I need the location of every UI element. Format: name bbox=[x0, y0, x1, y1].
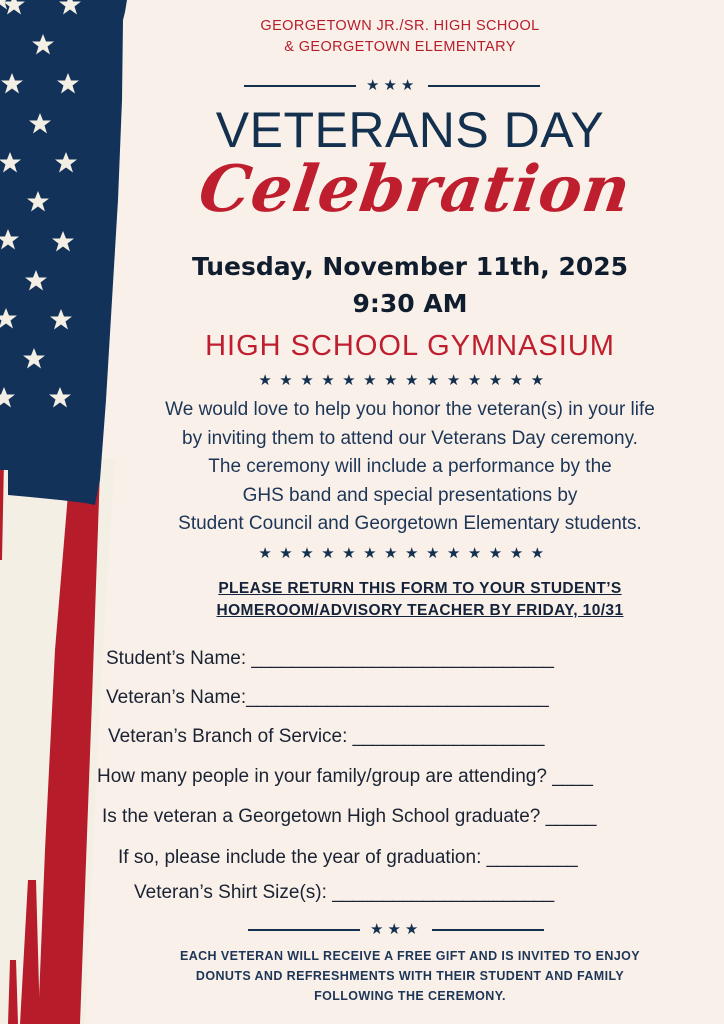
top-divider bbox=[244, 78, 540, 93]
event-time: 9:30 AM bbox=[352, 289, 468, 318]
return-notice bbox=[160, 578, 680, 622]
field-blank[interactable]: _________ bbox=[486, 847, 578, 868]
school-line-2: & GEORGETOWN ELEMENTARY bbox=[284, 39, 516, 55]
description bbox=[100, 396, 720, 539]
description-line: GHS band and special presentations by bbox=[242, 484, 578, 506]
description-line: We would love to help you honor the veteran(s) in your life bbox=[165, 399, 655, 420]
graduation-year-field[interactable] bbox=[118, 846, 577, 870]
bottom-divider bbox=[248, 922, 544, 937]
field-blank[interactable]: ___________________ bbox=[352, 726, 544, 747]
field-label: Veteran’s Shirt Size(s): bbox=[134, 882, 333, 903]
star-icon-group: ★★★ bbox=[370, 920, 423, 938]
veteran-name-field[interactable] bbox=[106, 686, 548, 710]
field-label: How many people in your family/group are attending? bbox=[97, 766, 553, 787]
notice-line-2: HOMEROOM/ADVISORY TEACHER BY FRIDAY, 10/31 bbox=[216, 602, 624, 619]
field-blank[interactable]: ______________________________ bbox=[251, 648, 554, 669]
description-line: by inviting them to attend our Veterans Day ceremony. bbox=[182, 427, 638, 449]
footer-note bbox=[130, 946, 690, 1006]
description-line: Student Council and Georgetown Elementary students. bbox=[178, 513, 642, 534]
star-row-icon: ★★★★★★★★★★★★★★ bbox=[258, 371, 552, 389]
description-line: The ceremony will include a performance by the bbox=[208, 456, 612, 477]
field-label: Veteran’s Branch of Service: bbox=[108, 726, 353, 747]
event-date: Tuesday, November 11th, 2025 bbox=[191, 252, 629, 281]
field-blank[interactable]: ______________________________ bbox=[246, 687, 549, 708]
field-blank[interactable]: _____ bbox=[545, 806, 596, 827]
school-line-1: GEORGETOWN JR./SR. HIGH SCHOOL bbox=[260, 18, 540, 34]
field-label: Veteran’s Name: bbox=[106, 687, 247, 708]
divider-line bbox=[248, 929, 360, 931]
star-row-icon: ★★★★★★★★★★★★★★ bbox=[258, 544, 552, 562]
star-icon-group: ★★★ bbox=[366, 76, 419, 94]
school-heading bbox=[200, 16, 600, 58]
footer-line-3: FOLLOWING THE CEREMONY. bbox=[314, 989, 506, 1003]
title-veterans-day: VETERANS DAY bbox=[215, 102, 605, 158]
field-label: Is the veteran a Georgetown High School graduate? bbox=[102, 806, 546, 827]
branch-of-service-field[interactable] bbox=[108, 725, 544, 749]
shirt-size-field[interactable] bbox=[134, 881, 554, 905]
notice-line-1: PLEASE RETURN THIS FORM TO YOUR STUDENT’S bbox=[218, 580, 622, 597]
divider-line bbox=[432, 929, 544, 931]
event-venue: HIGH SCHOOL GYMNASIUM bbox=[205, 330, 615, 362]
footer-line-2: DONUTS AND REFRESHMENTS WITH THEIR STUDENT AND FAMILY bbox=[195, 969, 625, 983]
divider-line bbox=[428, 85, 540, 87]
attendee-count-field[interactable] bbox=[97, 765, 592, 789]
divider-line bbox=[244, 85, 356, 87]
student-name-field[interactable] bbox=[106, 647, 553, 671]
field-blank[interactable]: ______________________ bbox=[332, 882, 554, 903]
footer-line-1: EACH VETERAN WILL RECEIVE A FREE GIFT AND IS INVITED TO ENJOY bbox=[179, 949, 641, 963]
ghs-graduate-field[interactable] bbox=[102, 805, 596, 829]
field-label: If so, please include the year of graduation: bbox=[118, 847, 487, 868]
field-blank[interactable]: ____ bbox=[552, 766, 593, 787]
title-celebration: Celebration bbox=[194, 152, 636, 227]
field-label: Student’s Name: bbox=[106, 648, 252, 669]
